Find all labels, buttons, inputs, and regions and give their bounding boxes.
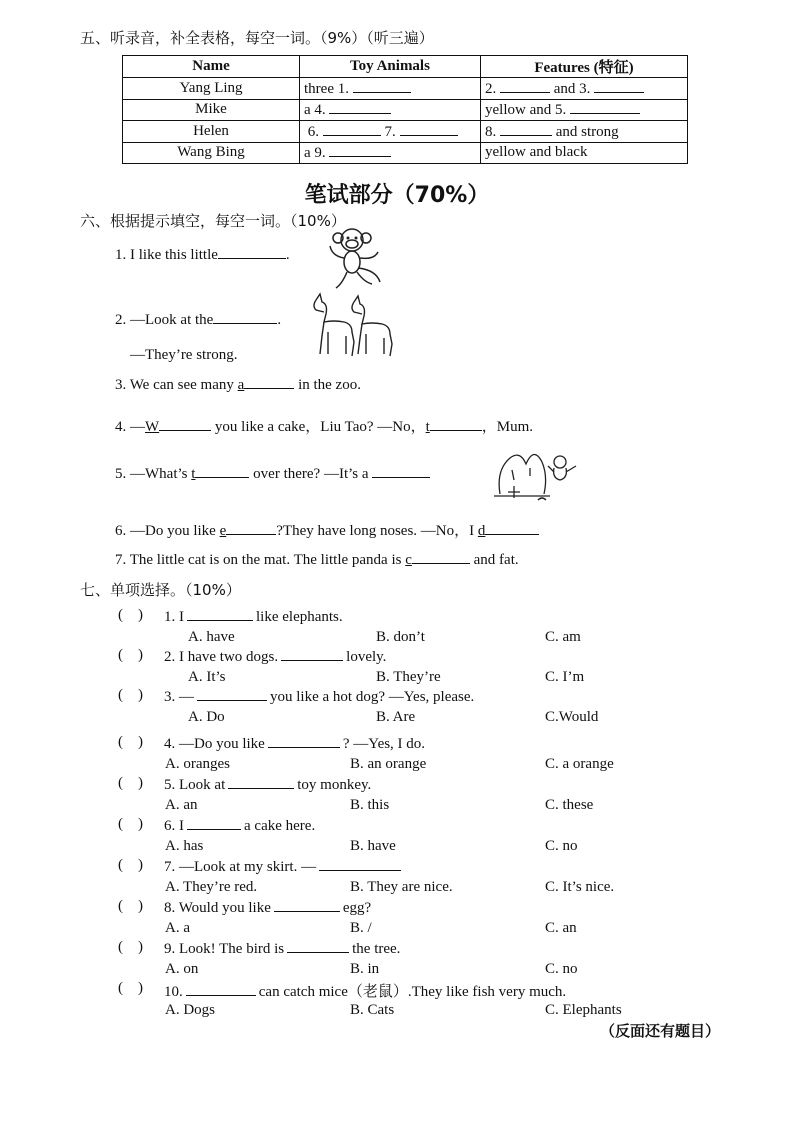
answer-blank[interactable]: [228, 775, 294, 789]
answer-blank[interactable]: [195, 464, 249, 478]
option-c: C. these: [545, 797, 594, 813]
answer-blank[interactable]: [500, 79, 550, 93]
table-header: Name: [123, 56, 300, 78]
table-row: Mike a 4. yellow and 5.: [123, 99, 688, 121]
answer-bracket[interactable]: ( ): [118, 647, 143, 663]
answer-blank[interactable]: [400, 122, 458, 136]
answer-bracket[interactable]: ( ): [118, 980, 143, 996]
option-b: B. They’re: [376, 669, 441, 685]
monkey-picture: [322, 226, 386, 294]
mc-question: 1. I like elephants.: [164, 609, 343, 625]
mc-question: 5. Look at toy monkey.: [164, 777, 372, 793]
answer-blank[interactable]: [500, 122, 552, 136]
option-b: B. this: [350, 797, 390, 813]
answer-bracket[interactable]: ( ): [118, 775, 143, 791]
answer-blank[interactable]: [329, 143, 391, 157]
option-a: A. Do: [188, 709, 225, 725]
option-a: A. on: [165, 961, 199, 977]
mc-question: 7. —Look at my skirt. —: [164, 857, 404, 876]
footer-note: （反面还有题目）: [600, 1022, 721, 1040]
option-c: C.Would: [545, 709, 599, 725]
answer-bracket[interactable]: ( ): [118, 687, 143, 703]
option-c: C. an: [545, 920, 577, 936]
answer-blank[interactable]: [319, 857, 401, 871]
option-c: C. no: [545, 838, 578, 854]
s6-q5: 5. —What’s t over there? —It’s a: [115, 464, 430, 483]
option-a: A. It’s: [188, 669, 226, 685]
table-header: Toy Animals: [300, 56, 481, 78]
option-b: B. don’t: [376, 629, 425, 645]
answer-blank[interactable]: [281, 647, 343, 661]
table-row: Yang Ling three 1. 2. and 3.: [123, 78, 688, 100]
option-c: C. am: [545, 629, 581, 645]
option-a: A. a: [165, 920, 190, 936]
s6-q2-reply: —They’re strong.: [130, 347, 238, 363]
option-b: B. They are nice.: [350, 879, 453, 895]
option-a: A. an: [165, 797, 198, 813]
s6-q6: 6. —Do you like e ?They have long noses. —No，I d: [115, 519, 539, 540]
answer-blank[interactable]: [268, 734, 340, 748]
option-b: B. have: [350, 838, 396, 854]
option-b: B. an orange: [350, 756, 427, 772]
answer-blank[interactable]: [197, 687, 267, 701]
option-b: B. /: [350, 920, 372, 936]
option-b: B. in: [350, 961, 380, 977]
answer-blank[interactable]: [372, 464, 430, 478]
option-b: B. Are: [376, 709, 416, 725]
answer-blank[interactable]: [213, 310, 277, 324]
option-a: A. have: [188, 629, 235, 645]
option-a: A. They’re red.: [165, 879, 258, 895]
s6-q3: 3. We can see many a in the zoo.: [115, 377, 361, 393]
answer-blank[interactable]: [594, 79, 644, 93]
answer-blank[interactable]: [274, 898, 340, 912]
answer-bracket[interactable]: ( ): [118, 734, 143, 750]
answer-blank[interactable]: [218, 245, 286, 259]
option-c: C. I’m: [545, 669, 585, 685]
answer-bracket[interactable]: ( ): [118, 816, 143, 832]
s6-q1: 1. I like this little .: [115, 247, 290, 263]
option-c: C. a orange: [545, 756, 614, 772]
answer-blank[interactable]: [159, 417, 211, 431]
mc-question: 9. Look! The bird is the tree.: [164, 941, 401, 957]
option-a: A. Dogs: [165, 1002, 216, 1018]
mc-question: 3. — you like a hot dog? —Yes, please.: [164, 689, 475, 705]
answer-blank[interactable]: [226, 521, 276, 535]
answer-blank[interactable]: [430, 417, 482, 431]
section7-title: 七、单项选择。（10%）: [80, 581, 241, 599]
table-header: Features (特征): [481, 56, 688, 78]
table-row: Wang Bing a 9. yellow and black: [123, 142, 688, 164]
listening-table: [122, 55, 688, 164]
answer-blank[interactable]: [187, 816, 241, 830]
answer-bracket[interactable]: ( ): [118, 607, 143, 623]
option-c: C. no: [545, 961, 578, 977]
option-a: A. has: [165, 838, 204, 854]
answer-blank[interactable]: [186, 982, 256, 996]
s6-q7: 7. The little cat is on the mat. The little panda is c and fat.: [115, 552, 519, 568]
answer-blank[interactable]: [329, 100, 391, 114]
mc-question: 2. I have two dogs. lovely.: [164, 649, 387, 665]
s6-q2: 2. —Look at the .: [115, 312, 282, 328]
hill-scene-picture: [490, 440, 582, 508]
answer-blank[interactable]: [323, 122, 381, 136]
written-part-title: 笔试部分（70%）: [304, 183, 490, 208]
s6-q4: 4. —W you like a cake，Liu Tao? —No，t ，Mum.: [115, 419, 534, 435]
answer-blank[interactable]: [287, 939, 349, 953]
option-c: C. Elephants: [545, 1002, 622, 1018]
table-row: Helen 6. 7. 8. and strong: [123, 121, 688, 143]
section5-title: 五、听录音，补全表格，每空一词。（9%）（听三遍）: [80, 29, 434, 47]
answer-blank[interactable]: [412, 550, 470, 564]
answer-blank[interactable]: [187, 607, 253, 621]
option-a: A. oranges: [165, 756, 230, 772]
answer-bracket[interactable]: ( ): [118, 939, 143, 955]
answer-bracket[interactable]: ( ): [118, 898, 143, 914]
mc-question: 6. I a cake here.: [164, 818, 316, 834]
mc-question: 10. can catch mice（老鼠）.They like fish very much.: [164, 984, 567, 1000]
option-b: B. Cats: [350, 1002, 395, 1018]
section6-title: 六、根据提示填空，每空一词。（10%）: [80, 212, 346, 230]
answer-bracket[interactable]: ( ): [118, 857, 143, 873]
answer-blank[interactable]: [485, 521, 539, 535]
answer-blank[interactable]: [353, 79, 411, 93]
mc-question: 8. Would you like egg?: [164, 900, 372, 916]
option-c: C. It’s nice.: [545, 879, 615, 895]
answer-blank[interactable]: [570, 100, 640, 114]
answer-blank[interactable]: [244, 375, 294, 389]
mc-question: 4. —Do you like ? —Yes, I do.: [164, 736, 426, 752]
horses-picture: [308, 292, 400, 360]
